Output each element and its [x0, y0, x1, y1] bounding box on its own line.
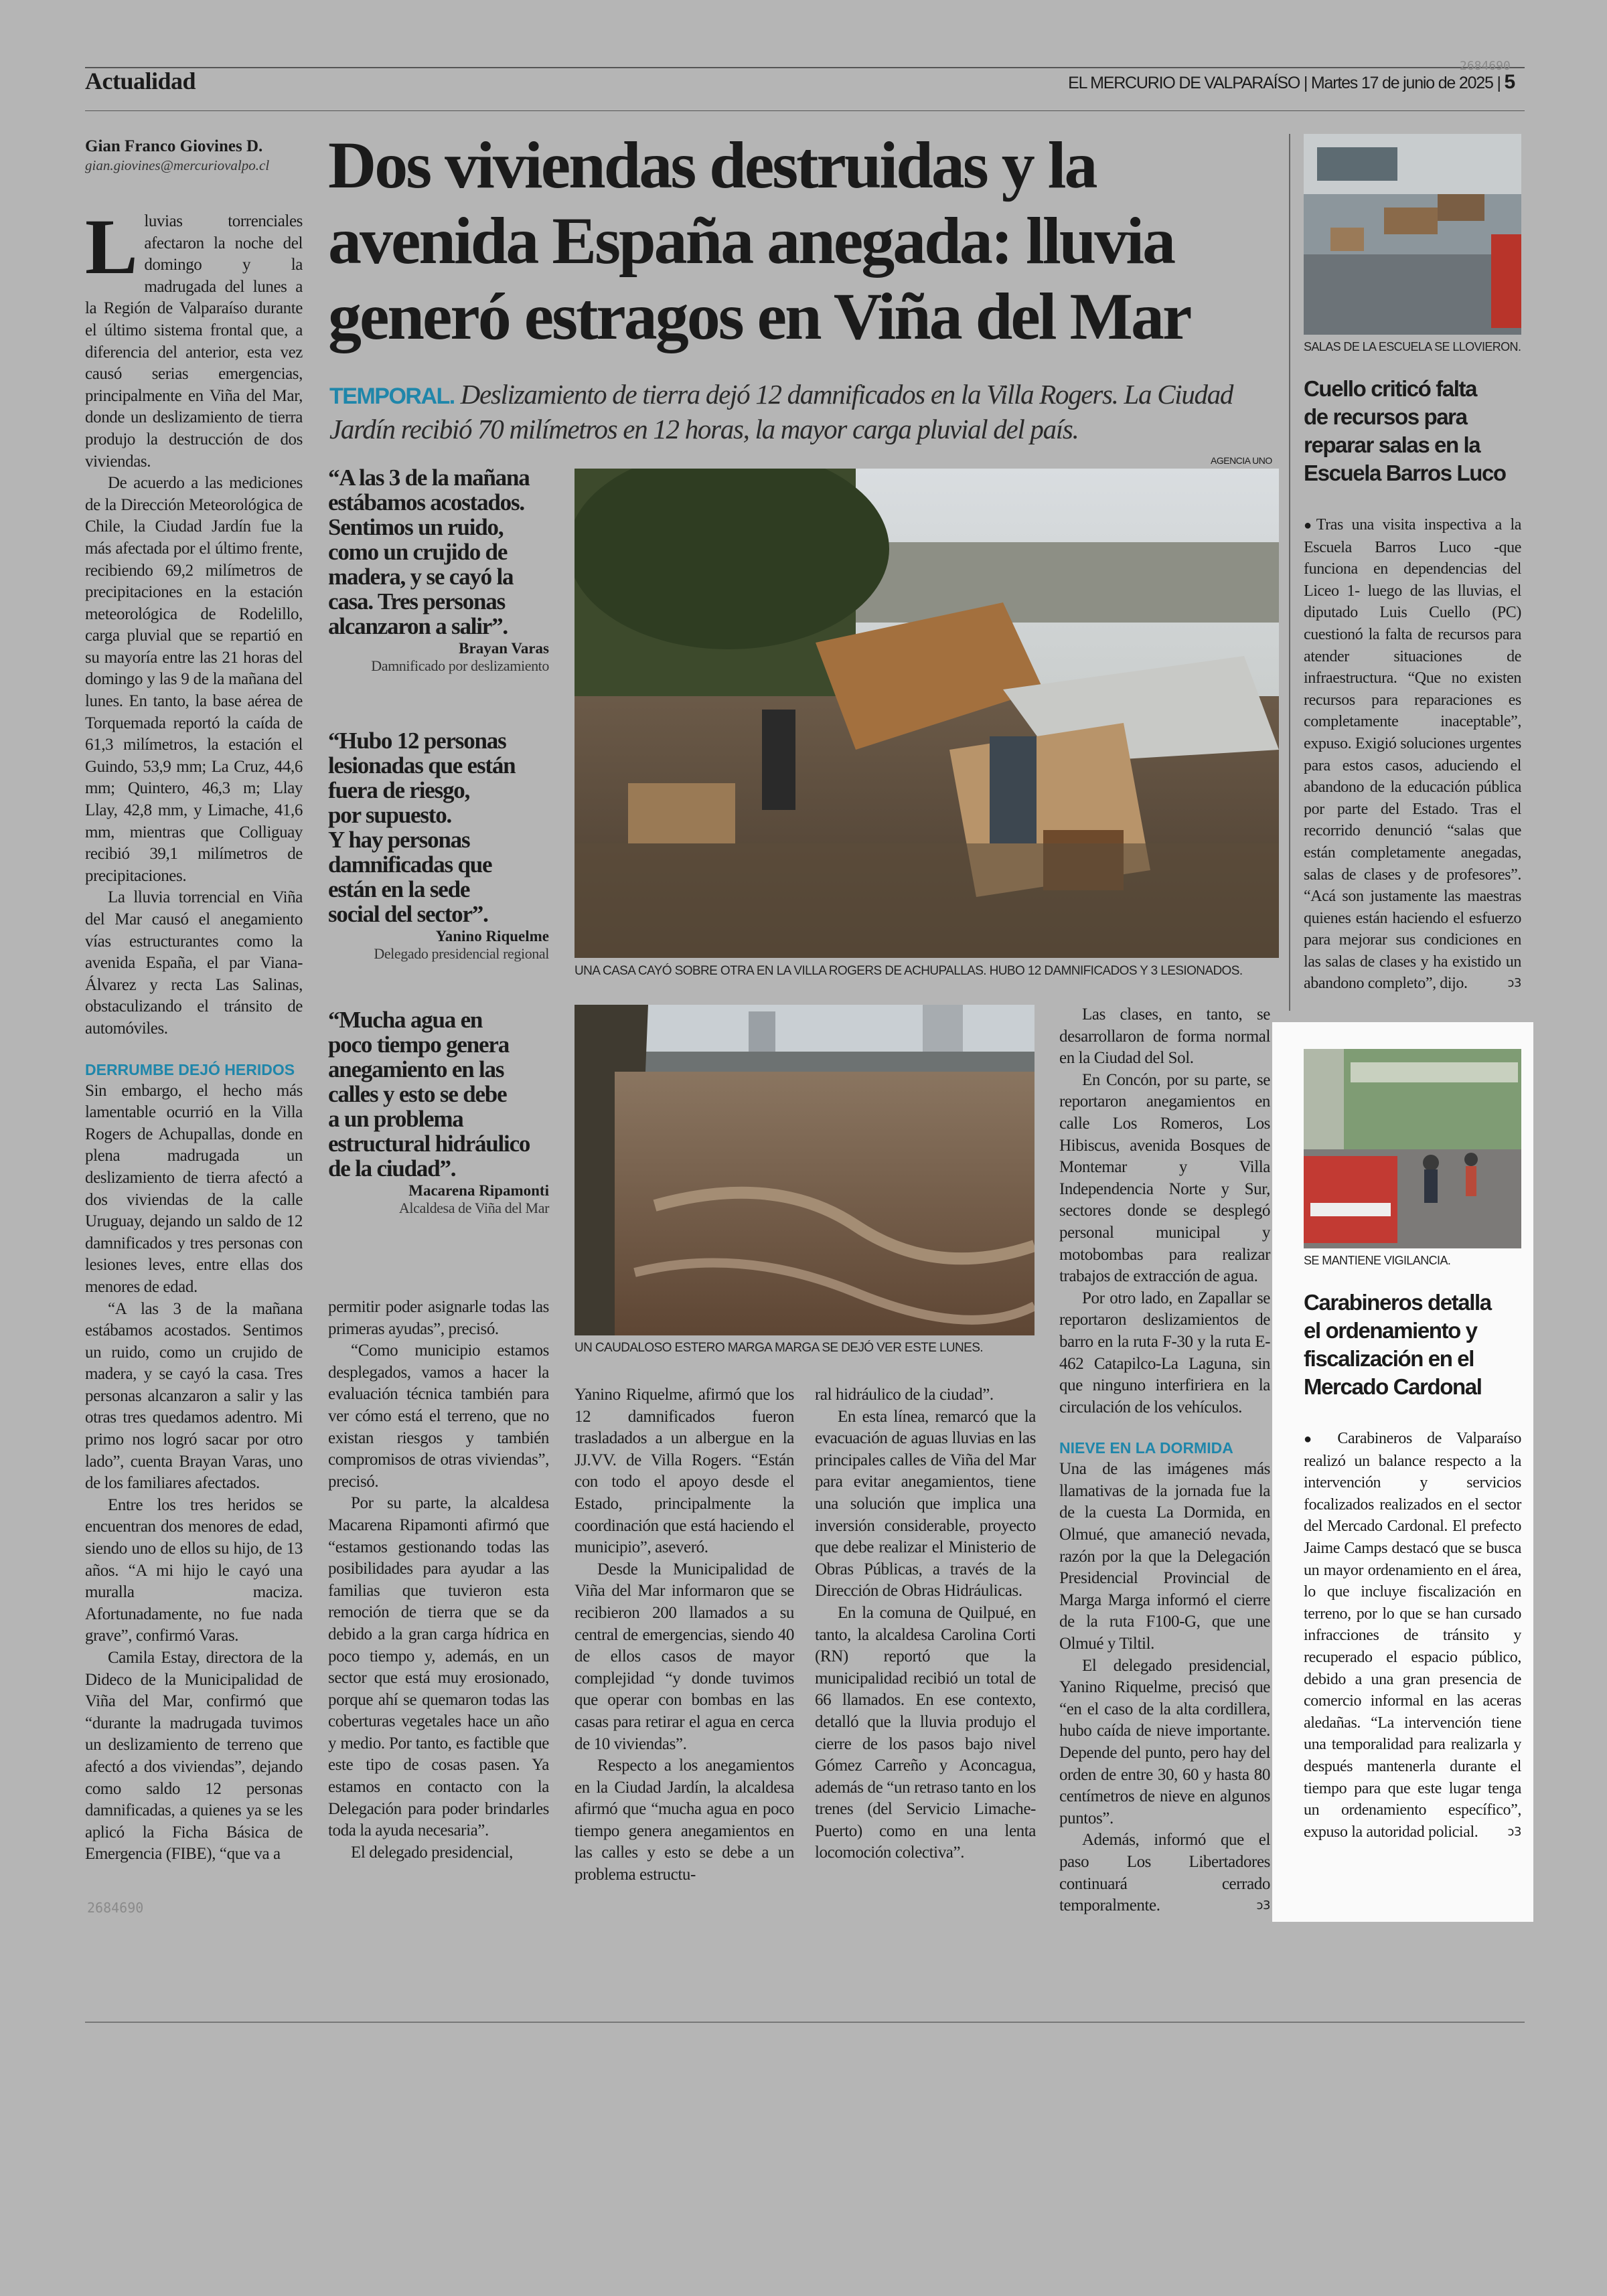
bullet-icon: ●	[1304, 518, 1316, 533]
quote-text: “Mucha agua en poco tiempo genera anegamiento en las calles y esto se debe a un problema estructural hidráulico de la ciudad”.	[328, 1007, 530, 1181]
paragraph: El delegado presidencial,	[351, 1843, 513, 1862]
paragraph: De acuerdo a las mediciones de la Dirección Meteorológica de Chile, la Ciudad Jardín fue la más afectada por el último frente, recibiendo 69,2 milímetros de precipitaciones en la estación meteorológica de Rodelillo, carga pluvial que se repartió en su mayoría entre las 21 horas del domingo y las 9 de la mañana del lunes. En tanto, la base aérea de Torquemada reportó la caída de 61,3 milímetros, la estación el Guindo, 53,9 mm; La Cruz, 44,6 mm; Quintero, 46,3 m; Llay Llay, 42,8 mm, y Limache, 41,6 mm, mientras que Colliguay recibió 39,1 milímetros de precipitaciones.	[85, 474, 303, 885]
paragraph: Sin embargo, el hecho más lamentable ocurrió en la Villa Rogers de Achupallas, donde en plena madrugada un deslizamiento de tierra afectó a dos viviendas de la calle Uruguay, dejando un saldo de 12 damnificados y tres personas con lesiones leves, entre ellas dos menores de edad.	[85, 1081, 303, 1296]
paragraph: Por su parte, la alcaldesa Macarena Ripamonti afirmó que “estamos gestionando todas las posibilidades para ayudar a las familias que tuvieron esta remoción de tierra que se da debido a la gran carga hídrica en poco tiempo y, además, en un sector que está muy erosionado, porque ahí se quemaron todas las coberturas vegetales hace un año y medio. Por tanto, es factible que este tipo de cosas pasen. Ya estamos en contacto con la Delegación para poder brindarles toda la ayuda necesaria”.	[328, 1494, 549, 1840]
paragraph: La lluvia torrencial en Viña del Mar causó el anegamiento vías estructurantes como la avenida España, el par Viana-Álvarez y recta Las Salinas, obstaculizando el tránsito de automóviles.	[85, 888, 303, 1038]
photo-river	[575, 1005, 1035, 1335]
section-label: Actualidad	[85, 68, 196, 94]
end-mark-icon: ↄ3	[1256, 1898, 1270, 1913]
photo-caption: SALAS DE LA ESCUELA SE LLOVIERON.	[1304, 340, 1521, 353]
paragraph-text: Además, informó que el paso Los Libertadores continuará cerrado temporalmente.	[1059, 1831, 1270, 1915]
header-rule	[85, 110, 1525, 111]
photo-market	[1304, 1049, 1521, 1248]
paragraph-text: luvias torrenciales afectaron la noche del domingo y la madrugada del lunes a la Región de Valparaíso durante el último sistema frontal que, a diferencia del anterior, esta vez causó serias emergencias, principalmente en Viña del Mar, donde un deslizamiento de tierra produjo la destrucción de dos viviendas.	[85, 212, 303, 471]
pull-quote	[328, 728, 549, 963]
deck	[329, 378, 1274, 446]
paragraph: En esta línea, remarcó que la evacuación de aguas lluvias en las principales calles de Viña del Mar para evitar anegamientos, tiene una solución que implica una inversión considerable, proyecto que debe realizar el Ministerio de Obras Públicas, a través de la Dirección de Obras Hidráulicas.	[815, 1407, 1036, 1601]
end-mark-icon: ↄ3	[1507, 1824, 1521, 1839]
pull-quote	[328, 465, 549, 675]
photo-landslide	[575, 469, 1279, 958]
headline-line: avenida España anegada: lluvia	[328, 203, 1174, 278]
quote-role: Delegado presidencial regional	[374, 945, 549, 962]
paragraph: ral hidráulico de la ciudad”.	[815, 1386, 994, 1404]
headline-line: generó estragos en Viña del Mar	[328, 279, 1191, 353]
sidebar-headline: Carabineros detalla el ordenamiento y fiscalización en el Mercado Cardonal	[1304, 1290, 1491, 1399]
paragraph: En la comuna de Quilpué, en tanto, la alcaldesa Carolina Corti (RN) reportó que la municipalidad recibió un total de 66 llamados. En ese contexto, detalló que la lluvia produjo el cierre de los pasos bajo nivel Gómez Carreño y Aconcagua, además de “un retraso tanto en los trenes (del Servicio Limache-Puerto) como en una lenta locomoción colectiva”.	[815, 1603, 1036, 1862]
end-mark-icon: ↄ3	[1507, 976, 1521, 991]
paragraph: El delegado presidencial, Yanino Riquelme, precisó que “en el caso de la alta cordillera, hubo caída de nieve importante. Depende del punto, pero hay del orden de entre 30, 60 y hasta 80 centímetros de nieve en algunos puntos”.	[1059, 1656, 1270, 1827]
quote-role: Damnificado por deslizamiento	[371, 657, 549, 674]
paragraph: Respecto a los anegamientos en la Ciudad Jardín, la alcaldesa afirmó que “mucha agua en poco tiempo genera anegamientos en las calles y esto se debe a un problema estructu-	[575, 1756, 794, 1884]
subheading: NIEVE EN LA DORMIDA	[1059, 1439, 1233, 1457]
quote-author: Yanino Riquelme	[435, 928, 549, 945]
body-column-3	[575, 1384, 794, 1886]
byline	[85, 137, 306, 174]
paragraph: Desde la Municipalidad de Viña del Mar informaron que se recibieron 200 llamados a su central de emergencias, siendo 40 de ellos casos de mayor complejidad “y donde tuvimos que operar con bombas en las casas para retirar el agua en cerca de 10 viviendas”.	[575, 1560, 794, 1753]
quote-author: Brayan Varas	[459, 640, 549, 657]
quote-role: Alcaldesa de Viña del Mar	[398, 1200, 549, 1216]
page-number: 5	[1504, 71, 1515, 93]
paragraph	[85, 203, 303, 473]
newspaper-name: EL MERCURIO DE VALPARAÍSO	[1068, 74, 1300, 92]
author-name: Gian Franco Giovines D.	[85, 137, 263, 155]
paragraph: En Concón, por su parte, se reportaron anegamientos en calle Los Romeros, Los Hibiscus, avenida Bosques de Montemar y Villa Independencia Norte y Sur, sectores donde se desplegó personal municipal y motobombas para realizar trabajos de extracción de agua.	[1059, 1070, 1270, 1286]
sidebar-headline: Cuello criticó falta de recursos para reparar salas en la Escuela Barros Luco	[1304, 376, 1506, 485]
paragraph: Por otro lado, en Zapallar se reportaron deslizamientos de barro en la ruta F-30 y la ruta E-462 Catapilco-La Laguna, sin que ninguno interfiriera en la circulación de los vehículos.	[1059, 1289, 1270, 1416]
bottom-rule	[85, 2022, 1525, 2023]
photo-caption: UNA CASA CAYÓ SOBRE OTRA EN LA VILLA ROGERS DE ACHUPALLAS. HUBO 12 DAMNIFICADOS Y 3 LESIONADOS.	[575, 964, 1243, 978]
paragraph: Entre los tres heridos se encuentran dos menores de edad, siendo uno de ellos su hijo, de 13 años. “A mi hijo le cayó una muralla maciza. Afortunadamente, no fue nada grave”, confirmó Varas.	[85, 1495, 303, 1645]
drop-cap: L	[85, 203, 138, 291]
photo-caption: SE MANTIENE VIGILANCIA.	[1304, 1254, 1451, 1267]
sidebar-body	[1304, 514, 1521, 995]
paragraph	[1059, 1829, 1270, 1916]
paragraph: Camila Estay, directora de la Dideco de la Municipalidad de Viña del Mar, confirmó que “durante la madrugada tuvimos un deslizamiento de terreno que afectó a dos viviendas”, dejando como saldo 12 personas damnificadas, a quienes ya se les aplicó la Ficha Básica de Emergencia (FIBE), “que va a	[85, 1649, 303, 1864]
sidebar-text: Tras una visita inspectiva a la Escuela Barros Luco -que funciona en dependencias del Liceo 1- luego de las lluvias, el diputado Luis Cuello (PC) cuestionó la falta de recursos para atender situaciones de infraestructura. “Que no existen recursos para reparaciones es completamente inaceptable”, expuso. Exigió soluciones urgentes para estos casos, aduciendo el abandono de la educación pública por parte del Estado. Tras el recorrido denunció “salas que están completamente anegadas, salas de clases y de profesores”. “Acá son justamente las maestras quienes están haciendo el esfuerzo para mejorar sus condiciones en las salas de clases y ha existido un abandono completo”, dijo.	[1304, 516, 1521, 993]
top-rule	[85, 67, 1525, 68]
paragraph: “A las 3 de la mañana estábamos acostados. Sentimos un ruido, como un crujido de madera, y se cayó la casa. Tres personas alcanzaron a salir y las otras tres quedamos adentro. Mi primo nos logró sacar por otro lado”, cuenta Brayan Varas, uno de los familiares afectados.	[85, 1299, 303, 1493]
author-email[interactable]: gian.giovines@mercuriovalpo.cl	[85, 157, 270, 173]
paragraph: “Como municipio estamos desplegados, vamos a hacer la evaluación técnica también para ver cómo está el terreno, que no existan riesgos y también compromisos de otras viviendas”, precisó.	[328, 1341, 549, 1491]
body-column-4	[815, 1384, 1036, 1864]
paragraph: permitir poder asignarle todas las primeras ayudas”, precisó.	[328, 1298, 549, 1338]
pull-quote	[328, 1007, 549, 1217]
body-column-5	[1059, 1004, 1270, 1917]
sidebar-divider	[1289, 134, 1290, 1011]
paragraph: Yanino Riquelme, afirmó que los 12 damnificados fueron trasladados a un albergue en la JJ.VV. de Villa Rogers. “Están con todo el apoyo desde el Estado, principalmente la coordinación que está haciendo el municipio”, aseveró.	[575, 1386, 794, 1557]
paragraph: Las clases, en tanto, se desarrollaron de forma normal en la Ciudad del Sol.	[1059, 1005, 1270, 1068]
page-code-bottom: 2684690	[87, 1900, 144, 1916]
photo-credit: AGENCIA UNO	[1211, 455, 1272, 466]
subheading: DERRUMBE DEJÓ HERIDOS	[85, 1060, 295, 1078]
deck-text: Deslizamiento de tierra dejó 12 damnificados en la Villa Rogers. La Ciudad Jardín recibió 70 milímetros en 12 horas, la mayor carga pluvial del país.	[329, 379, 1233, 444]
issue-date: Martes 17 de junio de 2025	[1310, 74, 1493, 92]
body-column-2	[328, 1297, 549, 1864]
paragraph: Una de las imágenes más llamativas de la jornada fue la de la cuesta La Dormida, en Olmué, que amaneció nevada, razón por la que la Delegación Presidencial Provincial de Marga Marga informó el cierre de la ruta F100-G, que une Olmué y Tiltil.	[1059, 1460, 1270, 1653]
kicker: TEMPORAL.	[329, 384, 455, 409]
masthead: EL MERCURIO DE VALPARAÍSO | Martes 17 de junio de 2025 | 5	[1068, 71, 1515, 93]
photo-classroom	[1304, 134, 1521, 335]
body-column-1	[85, 203, 303, 1866]
headline	[328, 127, 1279, 354]
headline-line: Dos viviendas destruidas y la	[328, 128, 1096, 202]
quote-author: Macarena Ripamonti	[408, 1182, 549, 1199]
page-code-top: 2684690	[1460, 59, 1511, 73]
quote-text: “A las 3 de la mañana estábamos acostados. Sentimos un ruido, como un crujido de madera, y se cayó la casa. Tres personas alcanzaron a salir”.	[328, 465, 530, 639]
quote-text: “Hubo 12 personas lesionadas que están fuera de riesgo, por supuesto. Y hay personas damnificadas que están en la sede social del sector”.	[328, 728, 516, 927]
sidebar-text: Carabineros de Valparaíso realizó un balance respecto a la intervención y servicios focalizados realizados en el sector del Mercado Cardonal. El prefecto Jaime Camps destacó que se busca un mayor ordenamiento en el área, lo que incluye fiscalización en terreno, por lo que se han cursado infracciones de tránsito y recuperado el espacio público, debido a una gran presencia de comercio informal en las aceras aledañas. “La intervención tiene una temporalidad para realizarla y después mantenerla durante el tiempo para que este lugar tenga un ordenamiento específico”, expuso la autoridad policial.	[1304, 1430, 1521, 1841]
bullet-icon: ●	[1304, 1432, 1323, 1447]
photo-caption: UN CAUDALOSO ESTERO MARGA MARGA SE DEJÓ VER ESTE LUNES.	[575, 1341, 983, 1355]
sidebar-body	[1304, 1428, 1521, 1843]
